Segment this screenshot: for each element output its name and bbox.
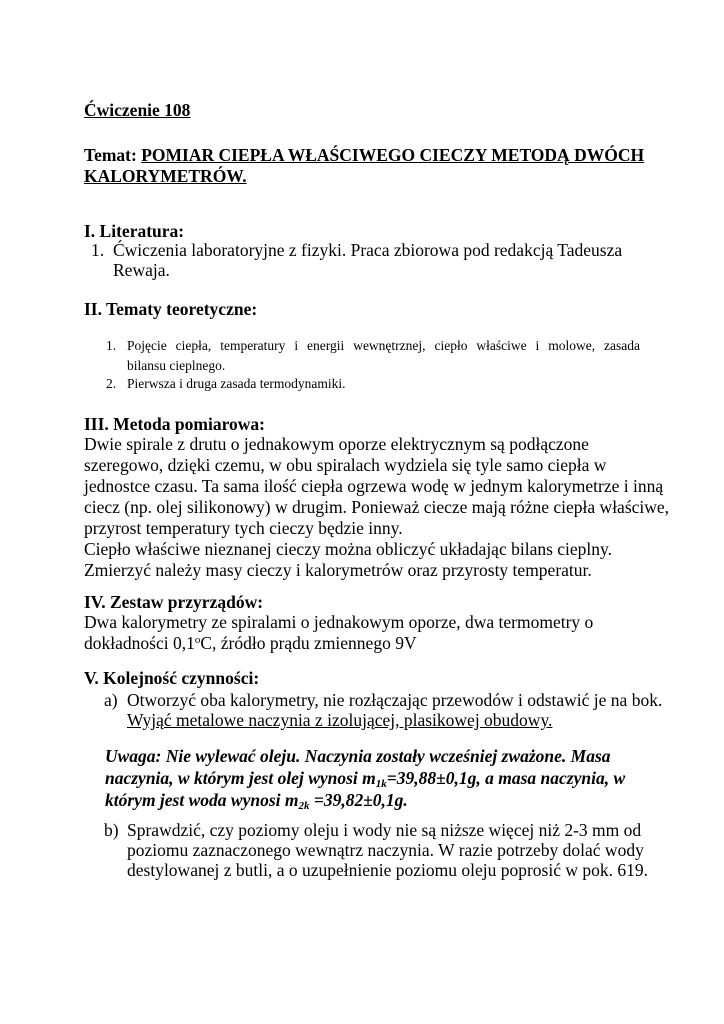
method-line: Ciepło właściwe nieznanej cieczy można obliczyć układając bilans cieplny. <box>84 539 613 559</box>
mass-subscript: 1k <box>375 778 387 790</box>
warning-text: którym jest woda wynosi m <box>105 790 299 810</box>
step-a-label: a) <box>104 690 118 710</box>
equipment-heading: IV. Zestaw przyrządów: <box>84 592 264 612</box>
topic-title-line2: KALORYMETRÓW. <box>84 166 247 186</box>
degree-superscript: o <box>194 634 201 646</box>
theory-item-line1: Pierwsza i druga zasada termodynamiki. <box>127 376 346 391</box>
mass-subscript: 2k <box>298 800 310 812</box>
equipment-line2-text: C, źródło prądu zmiennego 9V <box>200 633 417 653</box>
method-line: ciecz (np. olej silikonowy) w drugim. Ponieważ ciecze mają różne ciepła właściwe, <box>84 497 670 517</box>
method-line: jednostce czasu. Ta sama ilość ciepła ogrzewa wodę w jednym kalorymetrze i inną <box>84 476 664 496</box>
method-line: Dwie spirale z drutu o jednakowym oporze elektrycznym są podłączone <box>84 434 589 454</box>
topic-line-1 <box>84 145 644 166</box>
warning-text: =39,82±0,1g. <box>309 790 408 810</box>
topic-label: Temat: <box>84 145 137 165</box>
theory-heading: II. Tematy teoretyczne: <box>84 299 258 319</box>
step-a-line2: Wyjąć metalowe naczynia z izolującej, plasikowej obudowy. <box>127 710 553 730</box>
step-a-line1: Otworzyć oba kalorymetry, nie rozłączając przewodów i odstawić je na bok. <box>127 690 663 710</box>
literature-item-line1: Ćwiczenia laboratoryjne z fizyki. Praca zbiorowa pod redakcją Tadeusza <box>113 240 623 260</box>
warning-line2 <box>105 768 625 789</box>
step-b-line1: Sprawdzić, czy poziomy oleju i wody nie są niższe więcej niż 2-3 mm od <box>127 820 642 840</box>
theory-item-number: 2. <box>106 376 117 391</box>
warning-line1: Uwaga: Nie wylewać oleju. Naczynia zostały wcześniej zważone. Masa <box>105 746 611 766</box>
method-line: szeregowo, dzięki czemu, w obu spiralach wydziela się tyle samo ciepła w <box>84 455 607 475</box>
theory-item-line2: bilansu cieplnego. <box>127 358 226 373</box>
method-line: przyrost temperatury tych cieczy będzie inny. <box>84 518 403 538</box>
equipment-line2 <box>84 633 417 654</box>
theory-item-number: 1. <box>106 338 117 353</box>
literature-item-number: 1. <box>91 240 105 260</box>
equipment-line2-text: dokładności 0,1 <box>84 633 195 653</box>
literature-item-line2: Rewaja. <box>113 260 170 280</box>
exercise-title: Ćwiczenie 108 <box>84 100 191 120</box>
literature-heading: I. Literatura: <box>84 221 185 241</box>
steps-heading: V. Kolejność czynności: <box>84 668 260 688</box>
topic-title-line1: POMIAR CIEPŁA WŁAŚCIWEGO CIECZY METODĄ DWÓCH <box>141 145 645 165</box>
step-b-line3: destylowanej z butli, a o uzupełnienie poziomu oleju poprosić w pok. 619. <box>127 860 649 880</box>
equipment-line1: Dwa kalorymetry ze spiralami o jednakowym oporze, dwa termometry o <box>84 612 594 632</box>
method-line: Zmierzyć należy masy cieczy i kalorymetrów oraz przyrosty temperatur. <box>84 560 592 580</box>
warning-text: naczynia, w którym jest olej wynosi m <box>105 768 376 788</box>
warning-text: =39,88±0,1g, a masa naczynia, w <box>386 768 626 788</box>
step-b-line2: poziomu zaznaczonego wewnątrz naczynia. W razie potrzeby dolać wody <box>127 840 644 860</box>
warning-line3 <box>105 790 408 811</box>
theory-item-line1: Pojęcie ciepła, temperatury i energii wewnętrznej, ciepło właściwe i molowe, zasada <box>127 338 640 353</box>
step-b-label: b) <box>104 820 119 840</box>
method-heading: III. Metoda pomiarowa: <box>84 414 265 434</box>
